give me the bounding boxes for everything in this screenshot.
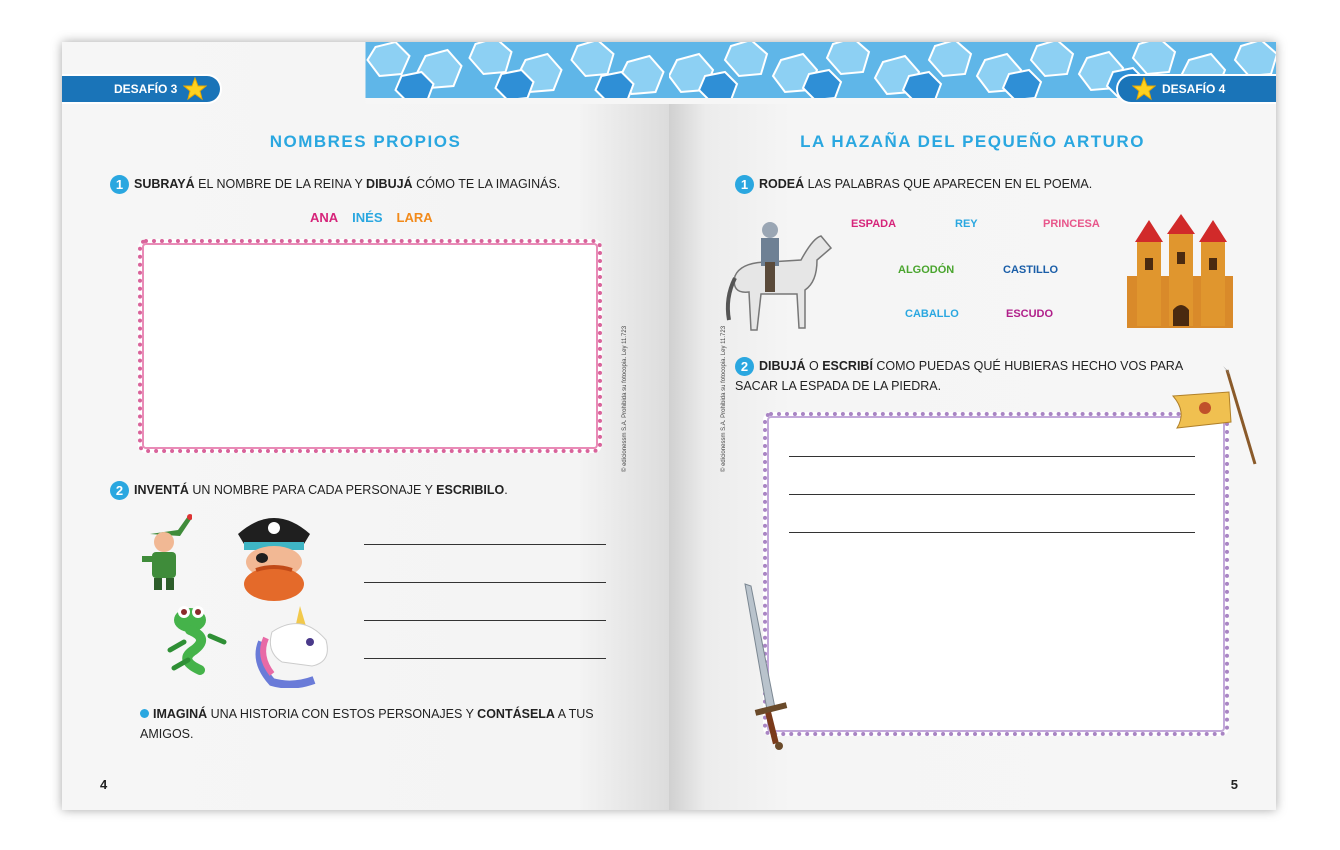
challenge-label: DESAFÍO 4 xyxy=(1162,82,1226,96)
poem-word[interactable]: ESCUDO xyxy=(1006,308,1054,320)
book-spread xyxy=(62,42,1276,810)
poem-word[interactable]: PRINCESA xyxy=(1043,218,1100,230)
unicorn-illustration xyxy=(252,602,338,688)
bullet-dot xyxy=(140,709,149,718)
pirate-illustration xyxy=(234,508,314,602)
poem-word[interactable]: CASTILLO xyxy=(1003,264,1058,276)
instruction-verb: ESCRIBILO xyxy=(436,483,505,497)
instruction-text: LAS PALABRAS QUE APARECEN EN EL POEMA. xyxy=(804,177,1093,191)
number-badge: 1 xyxy=(110,175,129,194)
write-line[interactable] xyxy=(364,620,606,621)
instruction-2 xyxy=(110,480,508,500)
write-line[interactable] xyxy=(364,582,606,583)
poem-word[interactable]: CABALLO xyxy=(905,308,959,320)
instruction-verb: INVENTÁ xyxy=(134,483,189,497)
instruction-text: UN NOMBRE PARA CADA PERSONAJE Y xyxy=(188,483,437,497)
instruction-verb: CONTÁSELA xyxy=(477,707,555,721)
poem-word[interactable]: REY xyxy=(955,218,978,230)
name-option[interactable]: LARA xyxy=(396,210,433,225)
drawing-area[interactable] xyxy=(138,239,602,453)
number-badge: 2 xyxy=(110,481,129,500)
instruction-verb: RODEÁ xyxy=(759,177,805,191)
name-option[interactable]: INÉS xyxy=(352,210,383,225)
instruction-text: A TUS AMIGOS. xyxy=(140,707,594,741)
knight-on-horse-illustration xyxy=(721,218,833,334)
copyright-note: © edicionessm S.A. Prohibida su fotocopia. Ley 11.723 xyxy=(622,325,628,472)
instruction-text: COMO PUEDAS QUÉ HUBIERAS HECHO VOS PARA SACAR LA ESPADA DE LA PIEDRA. xyxy=(735,359,1183,394)
write-line[interactable] xyxy=(789,494,1195,495)
challenge-label: DESAFÍO 3 xyxy=(114,82,178,96)
instruction-text: UNA HISTORIA CON ESTOS PERSONAJES Y xyxy=(207,707,478,721)
instruction-text: EL NOMBRE DE LA REINA Y xyxy=(194,177,367,191)
write-line[interactable] xyxy=(364,658,606,659)
instruction-1 xyxy=(110,174,560,194)
number-badge: 2 xyxy=(735,357,754,376)
elf-illustration xyxy=(132,512,192,594)
star-icon xyxy=(1132,77,1156,101)
instruction-2 xyxy=(735,356,1215,396)
instruction-text: . xyxy=(504,483,508,497)
write-line[interactable] xyxy=(364,544,606,545)
challenge-badge xyxy=(62,74,222,104)
page-title: LA HAZAÑA DEL PEQUEÑO ARTURO xyxy=(800,132,1145,151)
castle-illustration xyxy=(1121,214,1239,330)
instruction-text: O xyxy=(805,359,823,373)
instruction-verb: IMAGINÁ xyxy=(153,707,208,721)
write-line[interactable] xyxy=(789,456,1195,457)
instruction-verb: DIBUJÁ xyxy=(366,177,413,191)
drawing-writing-area[interactable] xyxy=(763,412,1229,736)
bullet-instruction xyxy=(140,704,600,744)
instruction-1 xyxy=(735,174,1092,194)
banner-flag-illustration xyxy=(1169,366,1259,466)
page-title: NOMBRES PROPIOS xyxy=(269,132,462,151)
star-icon xyxy=(183,77,207,101)
instruction-text: CÓMO TE LA IMAGINÁS. xyxy=(412,177,561,191)
page-number: 5 xyxy=(1230,777,1238,792)
sword-illustration xyxy=(741,582,801,750)
page-left xyxy=(62,42,669,810)
poem-word[interactable]: ALGODÓN xyxy=(898,264,955,276)
number-badge: 1 xyxy=(735,175,754,194)
copyright-note: © edicionessm S.A. Prohibida su fotocopia. Ley 11.723 xyxy=(721,325,727,472)
page-right xyxy=(669,42,1276,810)
instruction-verb: DIBUJÁ xyxy=(759,359,806,373)
page-number: 4 xyxy=(100,777,108,792)
challenge-badge xyxy=(1116,74,1276,104)
instruction-verb: SUBRAYÁ xyxy=(134,177,195,191)
name-options xyxy=(310,210,433,225)
instruction-verb: ESCRIBÍ xyxy=(822,359,873,373)
write-line[interactable] xyxy=(789,532,1195,533)
name-option[interactable]: ANA xyxy=(310,210,339,225)
poem-word[interactable]: ESPADA xyxy=(851,218,897,230)
lizard-illustration xyxy=(160,602,232,678)
